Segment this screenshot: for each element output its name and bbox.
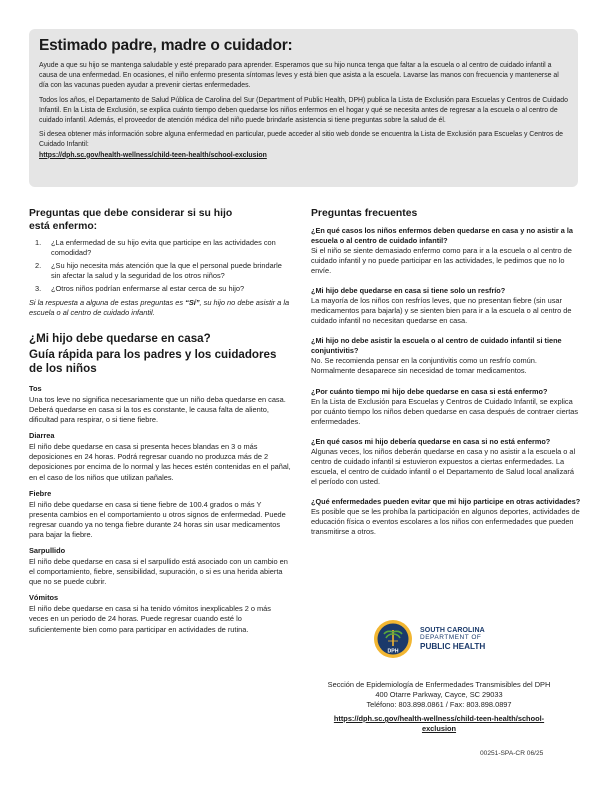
dph-logo xyxy=(373,619,533,665)
faq-answer: No. Se recomienda pensar en la conjuntivitis como un resfrío común. Normalmente desaparece sin necesidad de tomar medicamentos. xyxy=(311,356,537,376)
faq-answer: Si el niño se siente demasiado enfermo como para ir a la escuela o al centro de cuidado infantil y no puede participar en las actividades, le pedimos que no lo envíe. xyxy=(311,245,572,275)
footer-address: 400 Otarre Parkway, Cayce, SC 29033 xyxy=(375,690,503,699)
guide-item-text: El niño debe quedarse en casa si el sarpullido está asociado con un cambio en el comportamiento, fiebre, sensibilidad, supuración, o si es una herida abierta que no se puede cubrir. xyxy=(29,557,288,587)
list-item xyxy=(33,261,292,281)
faq-item xyxy=(311,286,581,326)
stay-home-title: ¿Mi hijo debe quedarse en casa? xyxy=(29,332,211,346)
intro-paragraph-2: Todos los años, el Departamento de Salud Pública de Carolina del Sur (Department of Public Health, DPH) publica la Lista de Exclusión para Escuelas y Centros de Cuidado Infantil. En la Lista de Exclusión, se explica cuánto tiempo deben quedarse los niños enfermos en el hogar y qué se necesita antes de regresar a la escuela o al centro de cuidado infantil. Además, el proveedor de atención médica del niño puede brindarle asistencia si tiene preguntas sobre la salud de él. xyxy=(39,96,568,125)
faq-item xyxy=(311,497,581,537)
guide-item-fever xyxy=(29,489,292,540)
logo-line-1: SOUTH CAROLINA xyxy=(420,627,485,634)
faq-answer: Algunas veces, los niños deberán quedarse en casa y no asistir a la escuela o al centro de cuidado infantil si estuvieron expuestos a ciertas enfermedades. La escuela, el centro de cuidado infantil o el Departamento de Salud local analizará el período con usted. xyxy=(311,446,576,487)
logo-line-2: DEPARTMENT OF xyxy=(420,634,482,641)
questions-list xyxy=(33,238,292,295)
faq-item xyxy=(311,226,581,276)
faq-question: ¿Por cuánto tiempo mi hijo debe quedarse en casa si está enfermo? xyxy=(311,386,548,396)
faq-question: ¿Mi hijo debe quedarse en casa si tiene solo un resfrío? xyxy=(311,286,506,296)
guide-item-title: Tos xyxy=(29,384,42,394)
questions-title xyxy=(29,208,292,234)
note-text-end: , su hijo no debe asistir a la escuela o al centro de cuidado infantil. xyxy=(29,297,290,317)
faq-answer: La mayoría de los niños con resfríos leves, que no presentan fiebre (sin usar medicamentos para bajarla) y se sienten bien para ir a la escuela o al centro de cuidado infantil no necesitan quedarse en casa. xyxy=(311,296,572,326)
intro-box xyxy=(29,29,578,187)
guide-title-line-1: Guía rápida para los padres y los cuidadores xyxy=(29,348,277,362)
faq-question: ¿En qué casos mi hijo debería quedarse en casa si no está enfermo? xyxy=(311,436,551,446)
document-code: 00251-SPA-CR 06/25 xyxy=(480,750,544,757)
list-item-text: ¿Otros niños podrían enfermarse al estar cerca de su hijo? xyxy=(51,284,245,294)
quick-guide-title xyxy=(29,348,292,376)
list-number: 2. xyxy=(35,261,42,270)
guide-item-text: El niño debe quedarse en casa si ha tenido vómitos inexplicables 2 o más veces en un periodo de 24 horas. Puede regresar cuando esté lo suficientemente bien como para participar en actividades de rutina. xyxy=(29,604,271,634)
logo-text xyxy=(420,627,485,651)
faq-item xyxy=(311,387,581,427)
list-number: 3. xyxy=(35,284,42,294)
footer-phone: Teléfono: 803.898.0861 / Fax: 803.898.0897 xyxy=(366,700,512,709)
guide-item-title: Fiebre xyxy=(29,488,52,498)
footer-contact xyxy=(289,680,589,734)
footer-link[interactable]: https://dph.sc.gov/health-wellness/child-teen-health/school- xyxy=(333,714,545,723)
list-item-text: ¿Su hijo necesita más atención que la que el personal puede brindarle sin afectar la salud y la seguridad de los otros niños? xyxy=(51,261,282,281)
seal-text: DPH xyxy=(387,648,399,655)
guide-item-title: Sarpullido xyxy=(29,546,66,556)
exclusion-list-link[interactable]: https://dph.sc.gov/health-wellness/child-teen-health/school-exclusion xyxy=(39,151,267,159)
guide-title-line-2: de los niños xyxy=(29,362,97,376)
left-column xyxy=(29,208,292,639)
faq-question: ¿En qué casos los niños enfermos deben quedarse en casa y no asistir a la escuela o al centro de cuidado infantil? xyxy=(311,225,573,245)
list-item xyxy=(33,238,292,258)
footer-line-1: Sección de Epidemiología de Enfermedades Transmisibles del DPH xyxy=(327,680,551,689)
guide-item-title: Diarrea xyxy=(29,431,55,441)
guide-item-diarrhea xyxy=(29,431,292,482)
logo-line-3: PUBLIC HEALTH xyxy=(420,642,486,651)
guide-item-text: El niño debe quedarse en casa si tiene fiebre de 100.4 grados o más Y presenta cambios en el comportamiento u otros signos de enfermedad. Puede regresar cuando ya no tenga fiebre durante 24 horas sin usar medicamentos para bajar la fiebre. xyxy=(29,499,286,539)
note-emphasis: “Sí” xyxy=(185,297,200,307)
list-number: 1. xyxy=(35,237,42,247)
list-item xyxy=(33,284,292,294)
guide-item-title: Vómitos xyxy=(29,593,59,603)
note-text: Si la respuesta a alguna de estas preguntas es xyxy=(29,297,186,307)
intro-paragraph-3: Si desea obtener más información sobre alguna enfermedad en particular, puede acceder al sitio web donde se encuentra la Lista de Exclusión para Escuelas y Centros de Cuidado Infantil: xyxy=(39,131,564,149)
faq-title: Preguntas frecuentes xyxy=(311,208,418,219)
faq-item xyxy=(311,437,581,487)
intro-paragraph-1: Ayude a que su hijo se mantenga saludable y esté preparado para aprender. Esperamos que su hijo nunca tenga que faltar a la escuela o al centro de cuidado infantil a causa de una enfermedad. En ocasiones, el niño enfermo presenta síntomas leves y está bien que asista a la escuela. Lavarse las manos con frecuencia y mantenerse al día con las vacunas pueden ayudar a prevenir ciertas enfermedades. xyxy=(39,62,559,90)
footer-link-end[interactable]: exclusion xyxy=(421,724,457,733)
right-column xyxy=(311,208,581,537)
faq-answer: En la Lista de Exclusión para Escuelas y Centros de Cuidado Infantil, se explica por cuánto tiempo los niños deben quedarse en casa después de contraer ciertas enfermedades. xyxy=(311,396,579,426)
guide-item-rash xyxy=(29,546,292,587)
faq-answer: Es posible que se les prohíba la participación en algunos deportes, actividades de educación física o eventos escolares a los niños con enfermedades que pueden transmitirse a otros. xyxy=(311,507,580,537)
faq-question: ¿Mi hijo no debe asistir la escuela o al centro de cuidado infantil si tiene conjuntivitis? xyxy=(311,336,562,356)
questions-note xyxy=(29,298,292,318)
palmetto-seal-icon xyxy=(373,619,413,659)
questions-title-line-2: está enfermo: xyxy=(29,220,98,232)
faq-item xyxy=(311,336,581,376)
guide-item-text: El niño debe quedarse en casa si presenta heces blandas en 3 o más deposiciones en 24 horas. Podrá regresar cuando no produzca más de 2 deposiciones por encima de lo normal y las heces estén contenidas en el pañal, en el caso de los niños que utilizan pañales. xyxy=(29,442,291,482)
questions-title-line-1: Preguntas que debe considerar si su hijo xyxy=(29,208,233,219)
guide-item-vomiting xyxy=(29,593,292,634)
list-item-text: ¿La enfermedad de su hijo evita que participe en las actividades con comodidad? xyxy=(51,237,276,257)
guide-item-cough xyxy=(29,384,292,425)
faq-question: ¿Qué enfermedades pueden evitar que mi hijo participe en otras actividades? xyxy=(311,497,581,507)
guide-item-text: Una tos leve no significa necesariamente que un niño deba quedarse en casa. Deberá quedarse en casa si la tos es constante, le causa falta de aliento, dificultad para respirar, o si tiene fiebre. xyxy=(29,395,286,425)
intro-title: Estimado padre, madre o cuidador: xyxy=(39,37,293,54)
